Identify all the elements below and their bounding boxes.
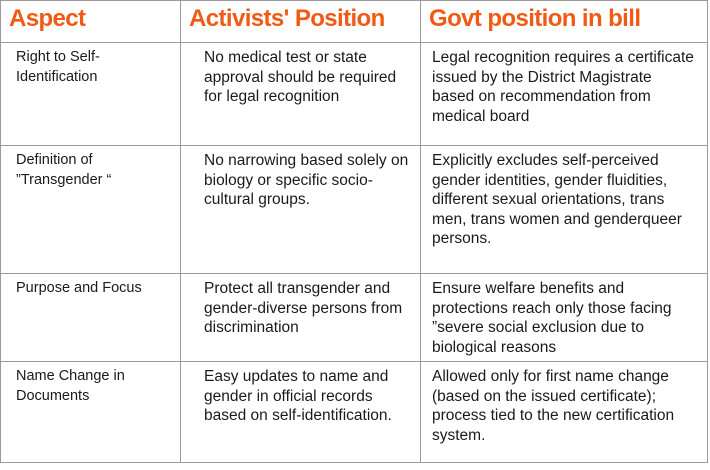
- govt-cell: [421, 274, 708, 362]
- header-govt-position: Govt position in bill: [421, 1, 708, 43]
- activists-cell: [181, 43, 421, 146]
- header-activists-position: Activists' Position: [181, 1, 421, 43]
- table-header: [1, 1, 708, 43]
- table-row: [1, 146, 708, 274]
- aspect-cell: [1, 43, 181, 146]
- activists-text: No narrowing based solely on biology or specific socio-cultural groups.: [204, 152, 409, 208]
- activists-text: Protect all transgender and gender-diverse persons from discrimination: [204, 280, 403, 336]
- aspect-cell: [1, 274, 181, 362]
- aspect-text: Definition of ”Transgender “: [16, 152, 112, 188]
- table-row: [1, 362, 708, 463]
- aspect-text: Name Change in Documents: [16, 368, 125, 404]
- aspect-text: Right to Self-Identification: [16, 49, 100, 85]
- govt-text: Legal recognition requires a certificate issued by the District Magistrate based on recommendation from medical board: [432, 49, 694, 125]
- activists-cell: [181, 146, 421, 274]
- activists-text: No medical test or state approval should be required for legal recognition: [204, 49, 397, 105]
- table-row: [1, 274, 708, 362]
- table-body: [1, 43, 708, 463]
- aspect-text: Purpose and Focus: [16, 280, 142, 296]
- govt-cell: [421, 43, 708, 146]
- header-row: [1, 1, 708, 43]
- govt-text: Allowed only for first name change (based on the issued certificate); process tied to the new certification system.: [432, 368, 675, 444]
- govt-cell: [421, 362, 708, 463]
- table-row: [1, 43, 708, 146]
- govt-cell: [421, 146, 708, 274]
- govt-text: Ensure welfare benefits and protections reach only those facing ”severe social exclusion due to biological reasons: [432, 280, 672, 356]
- activists-text: Easy updates to name and gender in official records based on self-identification.: [204, 368, 392, 424]
- aspect-cell: [1, 362, 181, 463]
- aspect-cell: [1, 146, 181, 274]
- activists-cell: [181, 274, 421, 362]
- activists-cell: [181, 362, 421, 463]
- govt-text: Explicitly excludes self-perceived gender identities, gender fluidities, different sexual orientations, trans men, trans women and genderqueer persons.: [432, 152, 682, 247]
- header-aspect: Aspect: [1, 1, 181, 43]
